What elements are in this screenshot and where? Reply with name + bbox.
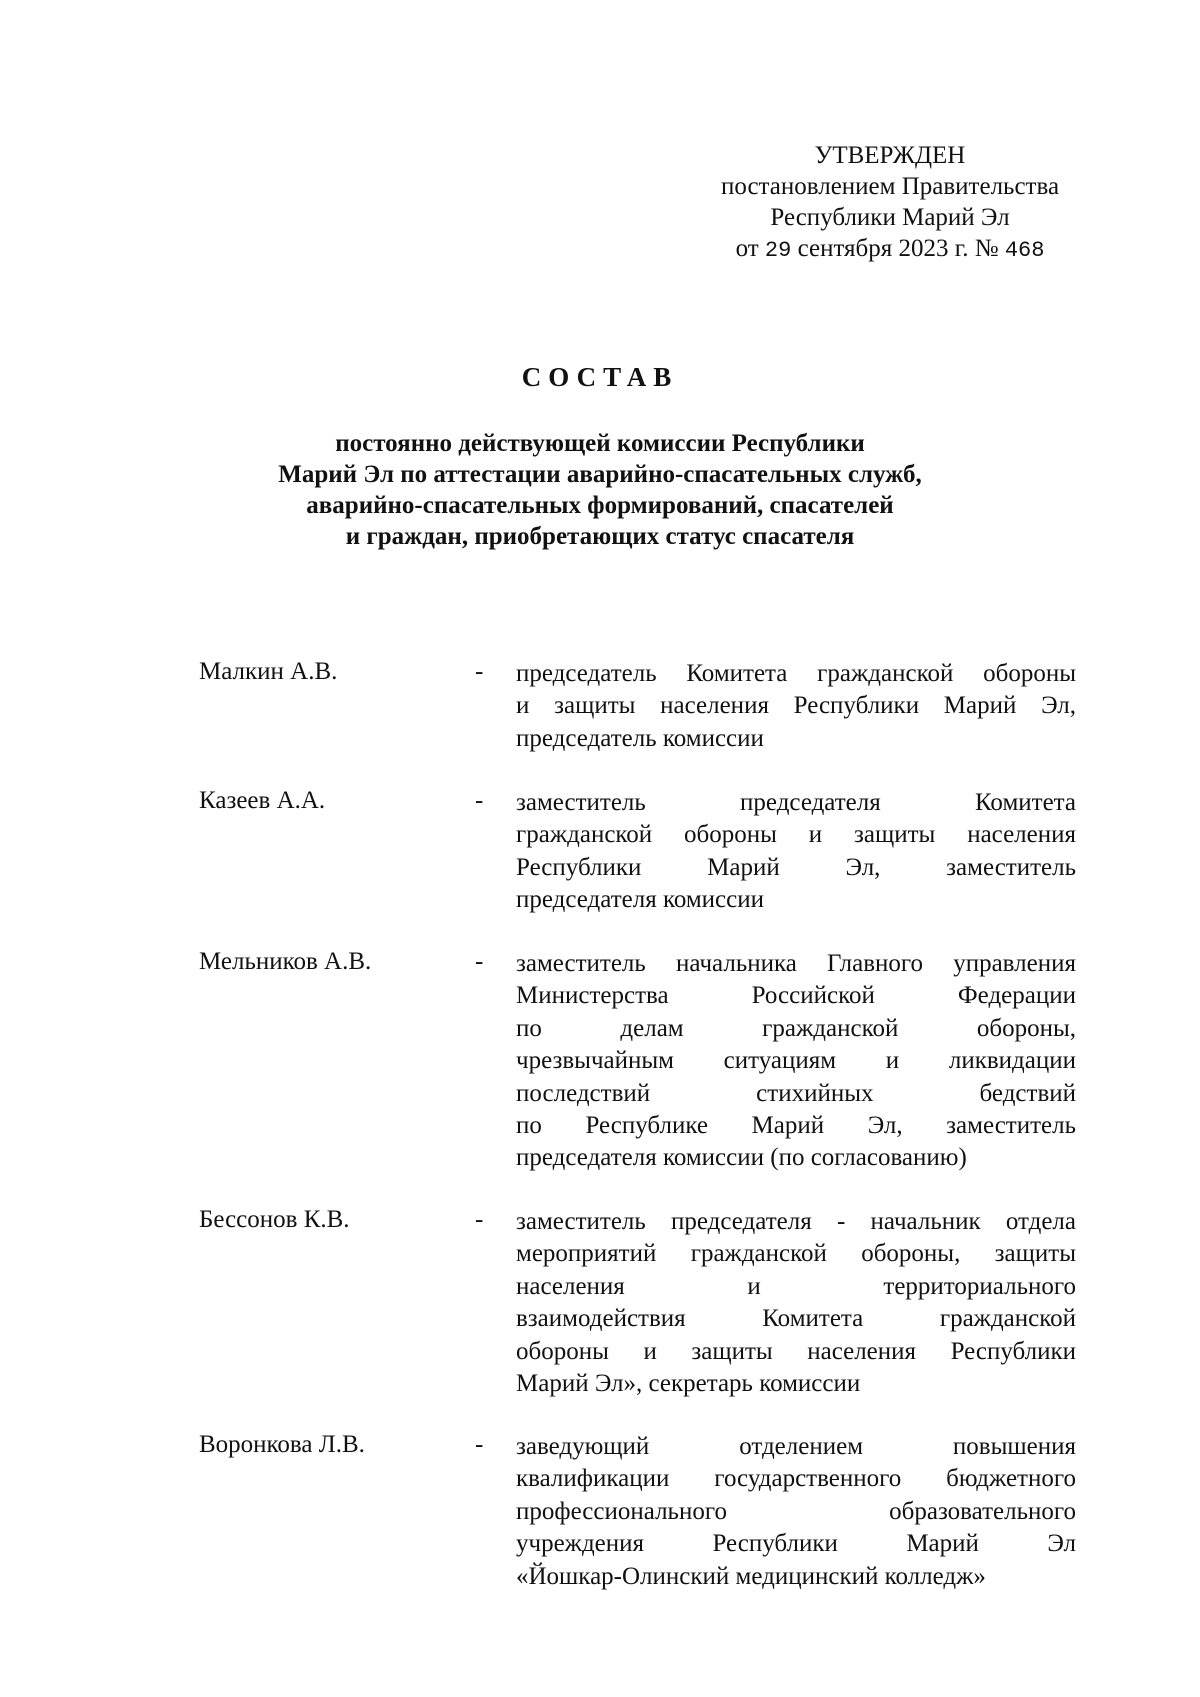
position-line: по Республике Марий Эл, заместитель bbox=[516, 1111, 1076, 1139]
member-position bbox=[516, 787, 1076, 917]
position-line: мероприятий гражданской обороны, защиты bbox=[516, 1240, 1076, 1268]
member-position bbox=[516, 1206, 1076, 1400]
member-name: Бессонов К.В. bbox=[199, 1206, 350, 1233]
approval-block bbox=[690, 140, 1090, 266]
document-subtitle bbox=[0, 428, 1200, 552]
member-position bbox=[516, 1431, 1076, 1593]
approval-month-year: сентября 2023 г. № bbox=[797, 235, 999, 262]
approval-heading: УТВЕРЖДЕН bbox=[814, 142, 966, 169]
member-dash: - bbox=[475, 658, 484, 685]
position-line: Марий Эл», секретарь комиссии bbox=[516, 1369, 861, 1397]
position-line: по делам гражданской обороны, bbox=[516, 1014, 1076, 1042]
position-line: Республики Марий Эл, заместитель bbox=[516, 853, 1076, 881]
subtitle-line: аварийно-спасательных формирований, спасателей bbox=[306, 492, 894, 519]
approval-line-decree: постановлением Правительства bbox=[720, 173, 1060, 200]
position-line: взаимодействия Комитета гражданской bbox=[516, 1305, 1076, 1333]
member-dash: - bbox=[475, 948, 484, 975]
member-dash: - bbox=[475, 787, 484, 814]
position-line: гражданской обороны и защиты населения bbox=[516, 821, 1076, 849]
member-name: Малкин А.В. bbox=[199, 658, 338, 685]
approval-day: 29 bbox=[764, 238, 792, 263]
approval-line-republic: Республики Марий Эл bbox=[770, 204, 1010, 231]
position-line: последствий стихийных бедствий bbox=[516, 1079, 1076, 1107]
member-dash: - bbox=[475, 1206, 484, 1233]
position-line: профессионального образовательного bbox=[516, 1497, 1076, 1525]
position-line: заместитель начальника Главного управления bbox=[516, 950, 1076, 977]
position-line: «Йошкар-Олинский медицинский колледж» bbox=[516, 1562, 986, 1590]
member-name: Казеев А.А. bbox=[199, 787, 326, 814]
document-title: СОСТАВ bbox=[521, 362, 679, 392]
subtitle-line: постоянно действующей комиссии Республики bbox=[335, 430, 865, 457]
position-line: заместитель председателя - начальник отдела bbox=[516, 1208, 1076, 1235]
position-line: председатель Комитета гражданской обороны bbox=[516, 660, 1076, 687]
position-line: квалификации государственного бюджетного bbox=[516, 1465, 1076, 1493]
subtitle-line: и граждан, приобретающих статус спасателя bbox=[345, 523, 855, 550]
position-line: председателя комиссии (по согласованию) bbox=[516, 1144, 967, 1172]
position-line: чрезвычайным ситуациям и ликвидации bbox=[516, 1047, 1076, 1075]
member-name: Воронкова Л.В. bbox=[199, 1431, 365, 1458]
approval-date-line bbox=[690, 233, 1090, 266]
position-line: заместитель председателя Комитета bbox=[516, 789, 1076, 816]
member-name: Мельников А.В. bbox=[199, 948, 372, 975]
position-line: заведующий отделением повышения bbox=[516, 1433, 1076, 1460]
position-line: обороны и защиты населения Республики bbox=[516, 1337, 1076, 1365]
subtitle-line: Марий Эл по аттестации аварийно-спасательных служб, bbox=[278, 461, 922, 488]
position-line: и защиты населения Республики Марий Эл, bbox=[516, 692, 1076, 720]
member-dash: - bbox=[475, 1431, 484, 1458]
approval-number: 468 bbox=[1004, 238, 1045, 263]
member-position bbox=[516, 658, 1076, 755]
position-line: населения и территориального bbox=[516, 1272, 1076, 1300]
position-line: председателя комиссии bbox=[516, 886, 764, 914]
member-position bbox=[516, 948, 1076, 1175]
position-line: учреждения Республики Марий Эл bbox=[516, 1530, 1076, 1558]
approval-date-prefix: от bbox=[735, 235, 759, 262]
position-line: Министерства Российской Федерации bbox=[516, 982, 1076, 1010]
position-line: председатель комиссии bbox=[516, 724, 764, 752]
